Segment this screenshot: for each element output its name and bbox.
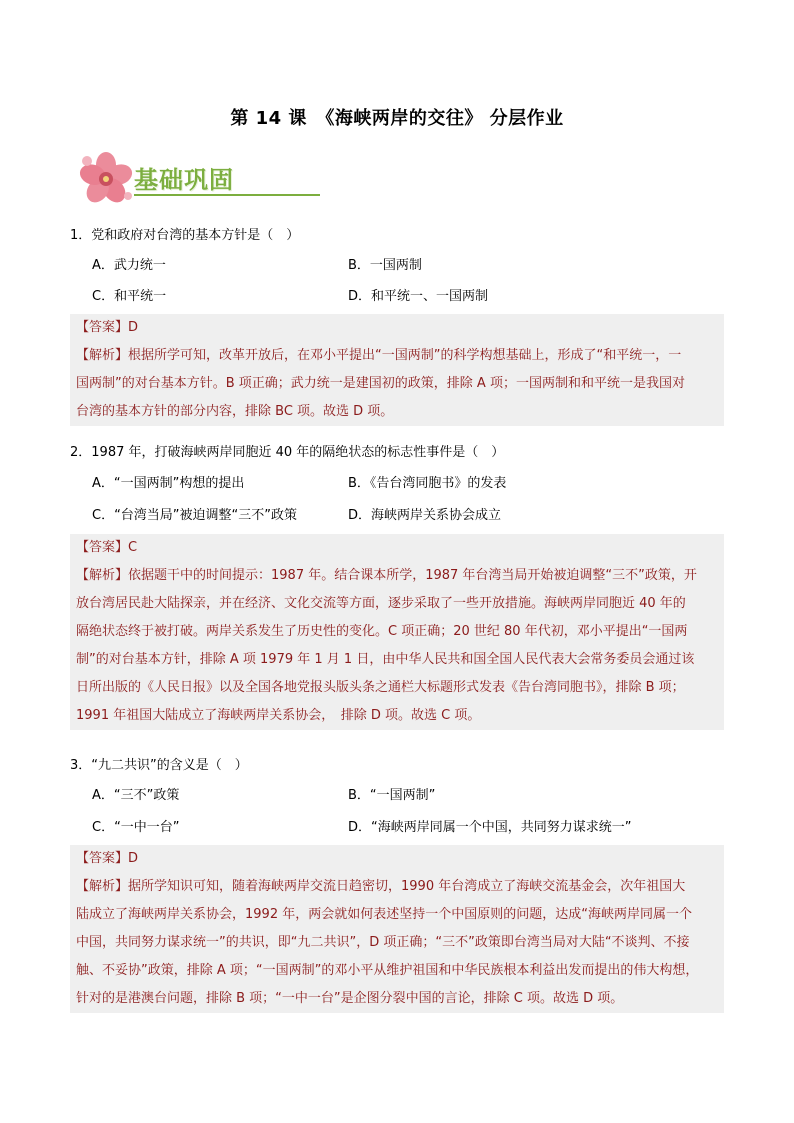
- question-2-answer: 【答案】C: [76, 540, 138, 555]
- analysis-line: 针对的是港澳台问题，排除 B 项；“一中一台”是企图分裂中国的言论，排除 C 项。故选 D 项。: [76, 991, 624, 1006]
- question-2-option-a: A．“一国两制”构想的提出: [92, 476, 245, 491]
- question-1-option-b: B．一国两制: [348, 258, 422, 273]
- section-label: 基础巩固: [134, 166, 234, 194]
- analysis-line: 台湾的基本方针的部分内容，排除 BC 项。故选 D 项。: [76, 404, 394, 419]
- question-2-option-b: B．《告台湾同胞书》的发表: [348, 476, 507, 491]
- analysis-line: 放台湾居民赴大陆探亲，并在经济、文化交流等方面，逐步采取了一些开放措施。海峡两岸同胞近 40 年的: [76, 596, 686, 611]
- question-2-analysis: [70, 562, 724, 730]
- analysis-line: 隔绝状态终于被打破。两岸关系发生了历史性的变化。C 项正确；20 世纪 80 年代初，邓小平提出“一国两: [76, 624, 688, 639]
- analysis-line: 制”的对台基本方针，排除 A 项 1979 年 1 月 1 日，由中华人民共和国全国人民代表大会常务委员会通过该: [76, 652, 695, 667]
- question-2-option-c: C．“台湾当局”被迫调整“三不”政策: [92, 508, 298, 523]
- question-3-option-b: B．“一国两制”: [348, 788, 436, 803]
- question-2-option-d: D．海峡两岸关系协会成立: [348, 508, 502, 523]
- question-3-option-c: C．“一中一台”: [92, 820, 180, 835]
- analysis-line: 日所出版的《人民日报》以及全国各地党报头版头条之通栏大标题形式发表《告台湾同胞书》，排除 B 项；: [76, 680, 685, 695]
- question-1-option-c: C．和平统一: [92, 289, 167, 304]
- section-underline: [134, 194, 320, 196]
- question-3-answer: 【答案】D: [76, 851, 139, 866]
- analysis-line: 国两制”的对台基本方针。B 项正确；武力统一是建国初的政策，排除 A 项；一国两制和和平统一是我国对: [76, 376, 685, 391]
- analysis-line: 触、不妥协”政策，排除 A 项；“一国两制”的邓小平从维护祖国和中华民族根本利益出发而提出的伟大构想，: [76, 963, 699, 978]
- section-badge: [76, 150, 276, 206]
- question-3-answer-box: [70, 845, 724, 1013]
- question-3-analysis: [70, 873, 724, 1013]
- question-1-analysis: [70, 342, 724, 426]
- question-1-answer: 【答案】D: [76, 320, 139, 335]
- analysis-line: 【解析】据所学知识可知，随着海峡两岸交流日趋密切，1990 年台湾成立了海峡交流基金会，次年祖国大: [76, 879, 686, 894]
- question-3-option-a: A．“三不”政策: [92, 788, 180, 803]
- question-1-option-a: A．武力统一: [92, 258, 166, 273]
- analysis-line: 【解析】依据题干中的时间提示：1987 年。结合课本所学，1987 年台湾当局开始被迫调整“三不”政策，开: [76, 568, 697, 583]
- question-1-option-d: D．和平统一、一国两制: [348, 289, 489, 304]
- question-2-stem: 2．1987 年，打破海峡两岸同胞近 40 年的隔绝状态的标志性事件是（ ）: [70, 445, 505, 460]
- plum-blossom-icon: [76, 150, 138, 206]
- question-2-answer-box: [70, 534, 724, 730]
- page-title: 第 14 课 《海峡两岸的交往》 分层作业: [230, 108, 564, 129]
- question-3-stem: 3．“九二共识”的含义是（ ）: [70, 758, 248, 773]
- analysis-line: 1991 年祖国大陆成立了海峡两岸关系协会， 排除 D 项。故选 C 项。: [76, 708, 481, 723]
- question-1-stem: 1．党和政府对台湾的基本方针是（ ）: [70, 228, 300, 243]
- analysis-line: 【解析】根据所学可知，改革开放后，在邓小平提出“一国两制”的科学构想基础上，形成了“和平统一，一: [76, 348, 682, 363]
- question-1-answer-box: [70, 314, 724, 426]
- analysis-line: 陆成立了海峡两岸关系协会，1992 年，两会就如何表述坚持一个中国原则的问题，达成“海峡两岸同属一个: [76, 907, 692, 922]
- analysis-line: 中国，共同努力谋求统一”的共识，即“九二共识”，D 项正确；“三不”政策即台湾当局对大陆“不谈判、不接: [76, 935, 690, 950]
- question-3-option-d: D．“海峡两岸同属一个中国，共同努力谋求统一”: [348, 820, 632, 835]
